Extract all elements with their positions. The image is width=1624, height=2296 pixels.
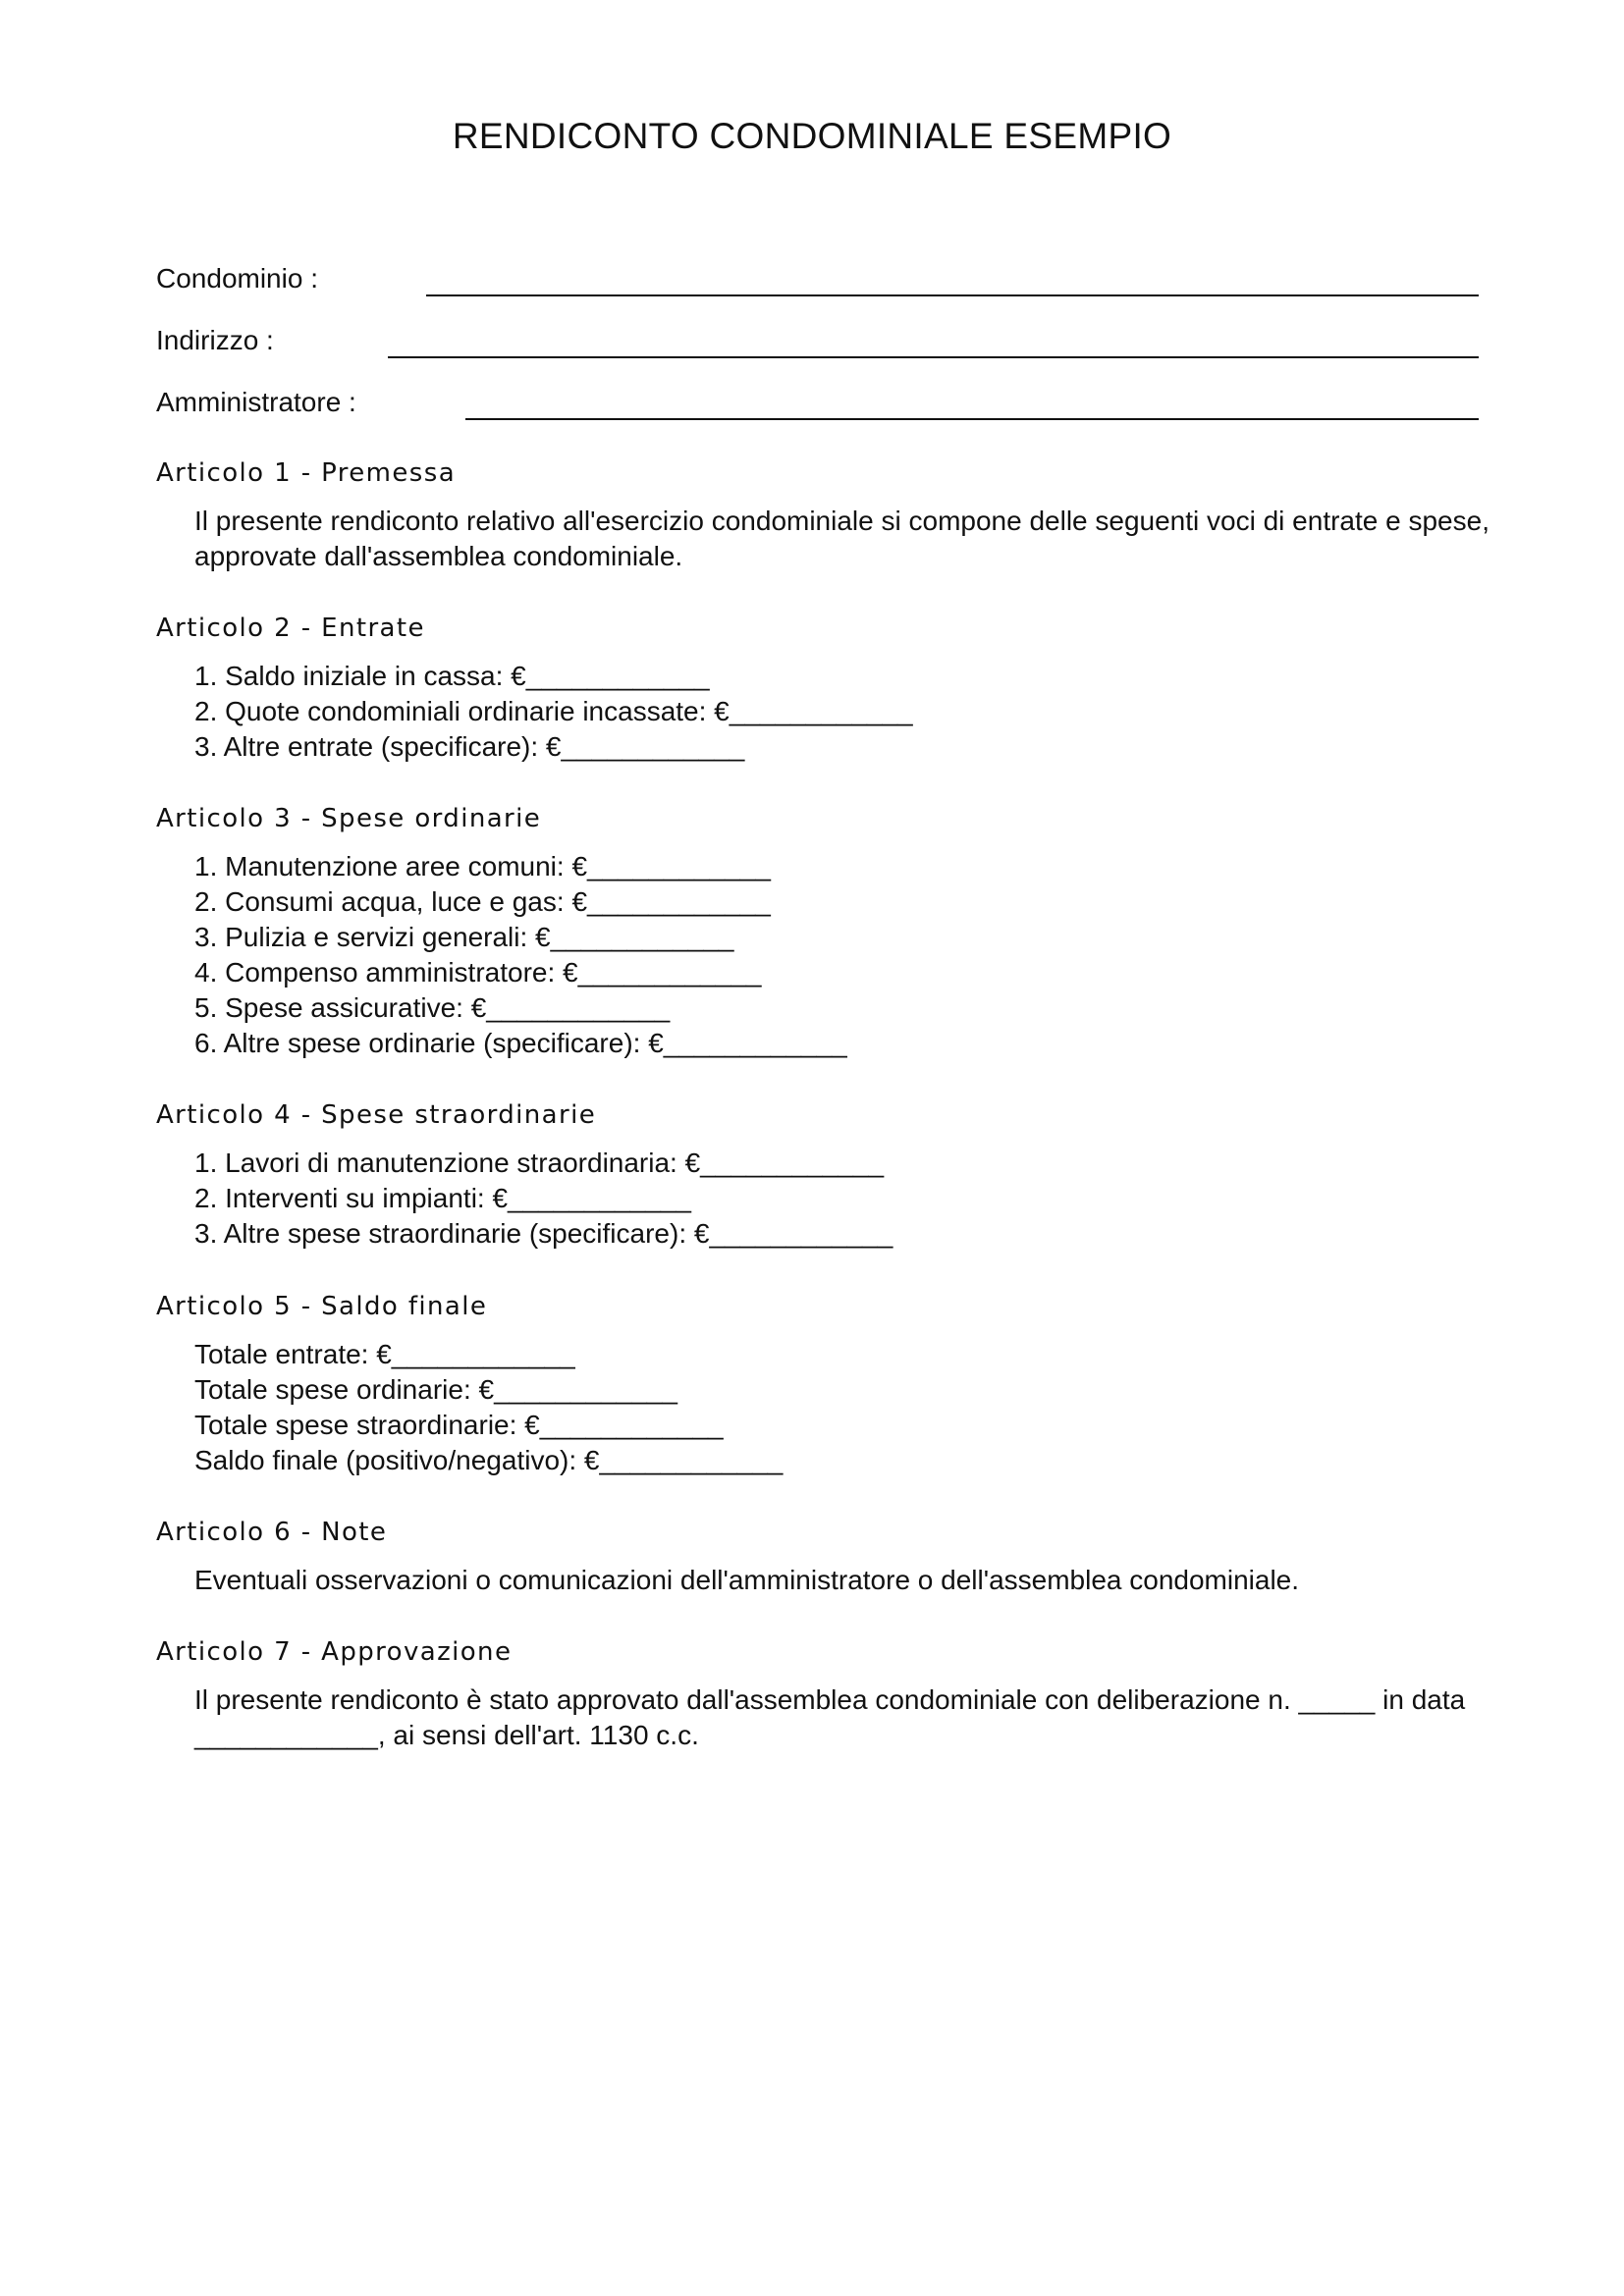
list-item: 1. Lavori di manutenzione straordinaria: €____________ xyxy=(194,1148,885,1178)
amministratore-input-line[interactable] xyxy=(465,418,1479,420)
article-6-text: Eventuali osservazioni o comunicazioni dell'amministratore o dell'assemblea condominiale. xyxy=(194,1565,1300,1595)
indirizzo-input-line[interactable] xyxy=(388,356,1479,358)
article-5-list xyxy=(194,1337,783,1478)
article-7-text: Il presente rendiconto è stato approvato dall'assemblea condominiale con deliberazione n. _____ in data ____________, ai sensi dell'art. 1130 c.c. xyxy=(194,1684,1466,1750)
article-4-heading: Articolo 4 - Spese straordinarie xyxy=(156,1100,597,1130)
list-item: Totale entrate: €____________ xyxy=(194,1339,575,1369)
indirizzo-label: Indirizzo : xyxy=(156,325,274,355)
article-1-text: Il presente rendiconto relativo all'esercizio condominiale si compone delle seguenti voci di entrate e spese, approvate dall'assemblea condominiale. xyxy=(194,506,1489,571)
list-item: 3. Altre spese straordinarie (specificare): €____________ xyxy=(194,1218,893,1249)
condominio-label: Condominio : xyxy=(156,263,318,294)
list-item: 1. Saldo iniziale in cassa: €____________ xyxy=(194,661,710,691)
condominio-input-line[interactable] xyxy=(426,294,1479,296)
list-item: 2. Consumi acqua, luce e gas: €____________ xyxy=(194,886,771,917)
article-3-list xyxy=(194,849,847,1061)
article-7-heading: Articolo 7 - Approvazione xyxy=(156,1637,513,1667)
list-item: 2. Interventi su impianti: €____________ xyxy=(194,1183,691,1213)
article-3-heading: Articolo 3 - Spese ordinarie xyxy=(156,804,542,833)
list-item: Saldo finale (positivo/negativo): €____________ xyxy=(194,1445,784,1475)
article-2-list xyxy=(194,659,913,765)
list-item: 2. Quote condominiali ordinarie incassate: €____________ xyxy=(194,696,913,726)
list-item: Totale spese ordinarie: €____________ xyxy=(194,1374,677,1405)
article-5-heading: Articolo 5 - Saldo finale xyxy=(156,1292,488,1321)
article-2-heading: Articolo 2 - Entrate xyxy=(156,614,425,643)
list-item: 6. Altre spese ordinarie (specificare): €____________ xyxy=(194,1028,847,1058)
amministratore-field xyxy=(156,387,1479,434)
article-6-heading: Articolo 6 - Note xyxy=(156,1518,388,1547)
amministratore-label: Amministratore : xyxy=(156,387,356,417)
condominio-field xyxy=(156,263,1479,310)
article-4-list xyxy=(194,1146,893,1252)
list-item: 4. Compenso amministratore: €____________ xyxy=(194,957,762,988)
list-item: Totale spese straordinarie: €____________ xyxy=(194,1410,724,1440)
list-item: 5. Spese assicurative: €____________ xyxy=(194,992,671,1023)
list-item: 1. Manutenzione aree comuni: €____________ xyxy=(194,851,771,881)
article-1-heading: Articolo 1 - Premessa xyxy=(156,458,457,488)
indirizzo-field xyxy=(156,325,1479,372)
list-item: 3. Altre entrate (specificare): €____________ xyxy=(194,731,745,762)
list-item: 3. Pulizia e servizi generali: €____________ xyxy=(194,922,734,952)
document-title: RENDICONTO CONDOMINIALE ESEMPIO xyxy=(452,116,1172,156)
